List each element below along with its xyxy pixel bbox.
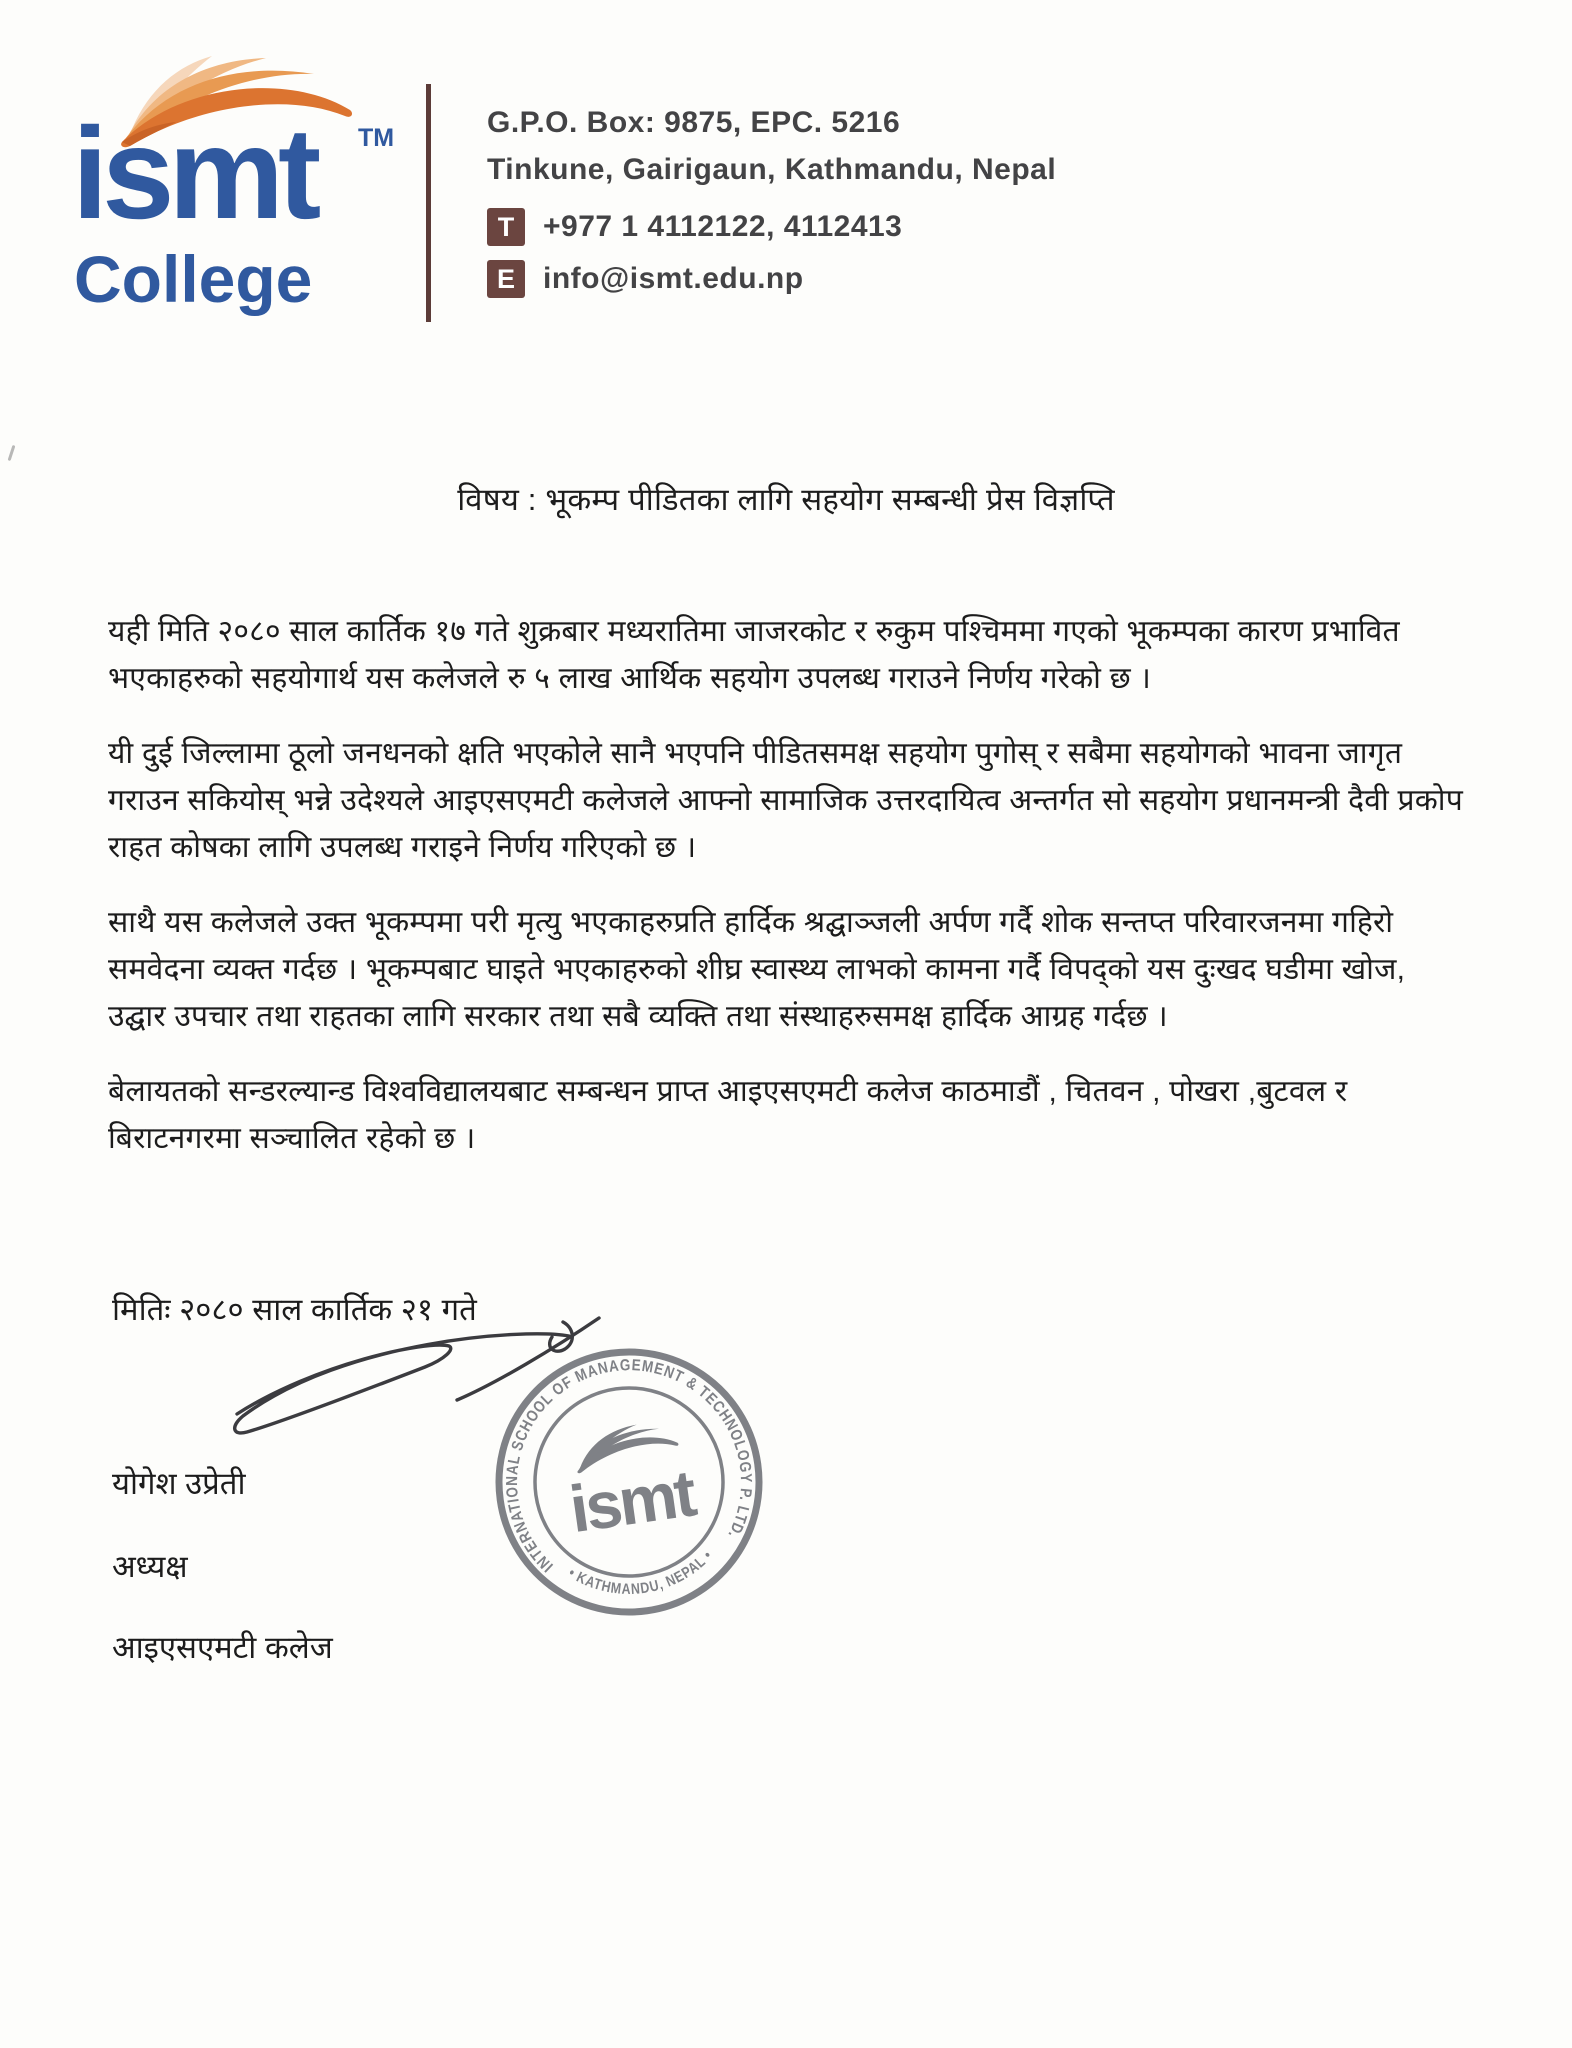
paragraph-1: यही मिति २०८० साल कार्तिक १७ गते शुक्रबार मध्यरातिमा जाजरकोट र रुकुम पश्चिममा गएको भूकम्पका कारण प्रभावित भएकाहरुको सहयोगार्थ यस कलेजले रु ५ लाख आर्थिक सहयोग उपलब्ध गराउने निर्णय गरेको छ ।: [108, 615, 1400, 695]
subject-line: विषय : भूकम्प पीडितका लागि सहयोग सम्बन्धी प्रेस विज्ञप्ति: [457, 482, 1115, 517]
phone-row: [487, 208, 1187, 246]
email-address: info@ismt.edu.np: [543, 262, 804, 295]
stamp-ring-text-bottom: • KATHMANDU, NEPAL •: [565, 1546, 717, 1599]
letter-body: [108, 608, 1464, 1190]
signatory-organization: आइएसएमटी कलेज: [112, 1630, 333, 1665]
email-icon: E: [487, 260, 525, 298]
paragraph-2: यी दुई जिल्लामा ठूलो जनधनको क्षति भएकोले सानै भएपनि पीडितसमक्ष सहयोग पुगोस् र सबैमा सहयोगको भावना जागृत गराउन सकियोस् भन्ने उदेश्यले आइएसएमटी कलेजले आफ्नो सामाजिक उत्तरदायित्व अन्तर्गत सो सहयोग प्रधानमन्त्री दैवी प्रकोप राहत कोषका लागि उपलब्ध गराइने निर्णय गरिएको छ ।: [108, 737, 1463, 864]
contact-block: [487, 108, 1187, 312]
trademark-symbol: TM: [358, 124, 395, 152]
stamp-center-brand: ismt: [565, 1455, 699, 1547]
email-row: [487, 260, 1187, 298]
brand-wordmark: ismt: [72, 100, 316, 246]
official-stamp: [471, 1324, 787, 1640]
ismt-logo: [66, 36, 396, 326]
date-line: मितिः २०८० साल कार्तिक २१ गते: [112, 1292, 477, 1327]
phone-number: +977 1 4112122, 4112413: [543, 210, 903, 243]
paragraph-3: साथै यस कलेजले उक्त भूकम्पमा परी मृत्यु भएकाहरुप्रति हार्दिक श्रद्घाञ्जली अर्पण गर्दै शोक सन्तप्त परिवारजनमा गहिरो समवेदना व्यक्त गर्दछ । भूकम्पबाट घाइते भएकाहरुको शीघ्र स्वास्थ्य लाभको कामना गर्दै विपद्को यस दुःखद घडीमा खोज, उद्घार उपचार तथा राहतका लागि सरकार तथा सबै व्यक्ति तथा संस्थाहरुसमक्ष हार्दिक आग्रह गर्दछ ।: [108, 906, 1406, 1033]
stamp-ring-text-top: INTERNATIONAL SCHOOL OF MANAGEMENT & TECHNOLOGY P. LTD.: [503, 1357, 755, 1575]
header-divider: [426, 84, 431, 322]
brand-subtitle: College: [74, 242, 313, 316]
po-box-line: G.P.O. Box: 9875, EPC. 5216: [487, 106, 901, 139]
paragraph-4: बेलायतको सन्डरल्यान्ड विश्वविद्यालयबाट सम्बन्धन प्राप्त आइएसएमटी कलेज काठमाडौं , चितवन , पोखरा ,बुटवल र बिराटनगरमा सञ्चालित रहेको छ ।: [108, 1075, 1348, 1155]
address-line: Tinkune, Gairigaun, Kathmandu, Nepal: [487, 153, 1057, 186]
signatory-title: अध्यक्ष: [112, 1549, 188, 1584]
phone-icon: T: [487, 208, 525, 246]
signatory-name: योगेश उप्रेती: [112, 1466, 246, 1501]
scan-artifact: [8, 445, 16, 461]
